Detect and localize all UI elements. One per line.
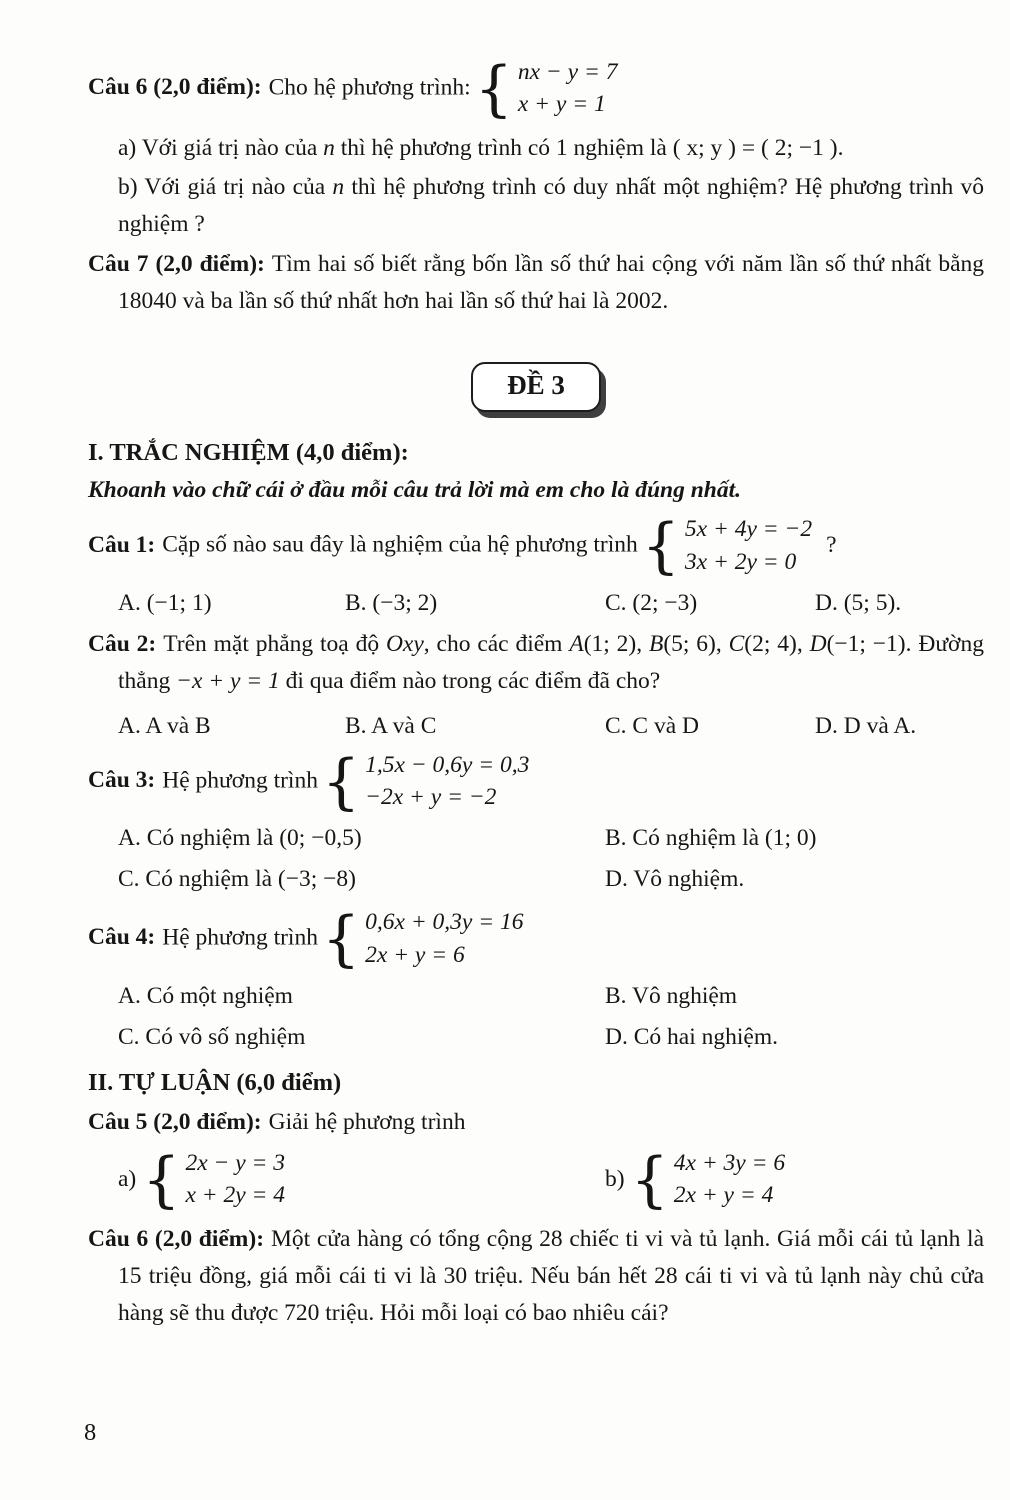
question-6-top-lead: Cho hệ phương trình: [268, 74, 471, 101]
option-b: B. Có nghiệm là (1; 0) [605, 825, 817, 852]
question-6-part-a: a) Với giá trị nào của n thì hệ phương trình có 1 nghiệm là ( x; y ) = ( 2; −1 ). [118, 134, 844, 161]
equation-system-q1 [641, 511, 813, 582]
option-d: D. D và A. [815, 712, 917, 739]
item-b-label: b) [605, 1166, 625, 1193]
equation-line: 2x + y = 4 [673, 1182, 774, 1209]
option-b: B. (−3; 2) [345, 590, 438, 617]
equation-line: 3x + 2y = 0 [684, 548, 797, 575]
section-1-heading: I. TRẮC NGHIỆM (4,0 điểm): [88, 439, 409, 466]
equation-system-q3 [321, 746, 530, 817]
question-6-bottom [88, 1221, 984, 1332]
left-brace-icon: { [474, 53, 513, 124]
equation-system-q5b [630, 1144, 786, 1215]
left-brace-icon: { [321, 746, 361, 817]
question-5-lead: Giải hệ phương trình [268, 1109, 466, 1136]
question-6-bottom-label: Câu 6 (2,0 điểm): [88, 1225, 265, 1252]
question-2-options [88, 708, 984, 745]
question-6-bottom-text: Một cửa hàng có tổng cộng 28 chiếc ti vi và tủ lạnh. Giá mỗi cái tủ lạnh là 15 triệu đồng, giá mỗi cái ti vi là 30 triệu. Nếu bán hết 28 cái ti vi và tủ lạnh này chủ cửa hàng sẽ thu được 720 triệu. Hỏi mỗi loại có bao nhiêu cái? [118, 1225, 984, 1326]
equation-line: x + y = 1 [517, 91, 606, 118]
question-3 [88, 746, 984, 817]
equation-line: nx − y = 7 [517, 59, 618, 85]
option-c: C. C và D [605, 712, 699, 739]
equation-line: 2x − y = 3 [185, 1150, 286, 1177]
question-6-top-label: Câu 6 (2,0 điểm): [88, 74, 262, 101]
option-c: C. Có nghiệm là (−3; −8) [118, 866, 356, 893]
question-2-label: Câu 2: [88, 630, 157, 657]
question-1 [88, 511, 984, 582]
question-1-options [88, 585, 984, 622]
question-3-label: Câu 3: [88, 766, 156, 793]
question-1-tail: ? [826, 531, 837, 558]
equation-line: 2x + y = 6 [365, 941, 465, 968]
option-a: A. A và B [118, 712, 211, 739]
question-4-label: Câu 4: [88, 924, 156, 951]
item-a-label: a) [118, 1166, 137, 1193]
option-c: C. Có vô số nghiệm [118, 1023, 306, 1050]
question-6-top [88, 53, 984, 124]
question-5-system-b [605, 1144, 984, 1215]
question-4 [88, 904, 984, 975]
equation-line: 5x + 4y = −2 [684, 516, 813, 543]
equation-lines [365, 908, 523, 970]
equation-line: −2x + y = −2 [365, 784, 497, 811]
question-5-system-a [118, 1144, 605, 1215]
left-brace-icon: { [321, 904, 361, 975]
question-5 [88, 1104, 984, 1141]
equation-line: 0,6x + 0,3y = 16 [365, 909, 524, 936]
exam-badge-row [88, 362, 984, 412]
left-brace-icon: { [630, 1144, 669, 1215]
question-7-label: Câu 7 (2,0 điểm): [88, 251, 265, 278]
option-b: B. A và C [345, 712, 437, 739]
section-2-heading: II. TỰ LUẬN (6,0 điểm) [88, 1068, 342, 1096]
exam-badge: ĐỀ 3 [471, 362, 601, 412]
option-b: B. Vô nghiệm [605, 982, 738, 1009]
equation-line: 1,5x − 0,6y = 0,3 [365, 751, 530, 778]
page-number: 8 [84, 1418, 97, 1446]
option-d: D. (5; 5). [815, 590, 902, 617]
option-a: A. (−1; 1) [118, 590, 212, 617]
option-d: D. Có hai nghiệm. [605, 1023, 778, 1050]
section-1-instruction: Khoanh vào chữ cái ở đầu mỗi câu trả lời mà em cho là đúng nhất. [88, 477, 742, 504]
question-5-systems [88, 1144, 984, 1215]
question-7-text: Tìm hai số biết rằng bốn lần số thứ hai cộng với năm lần số thứ nhất bằng 18040 và ba lần số thứ nhất hơn hai lần số thứ hai là 2002. [118, 251, 984, 315]
option-c: C. (2; −3) [605, 590, 698, 617]
question-2 [88, 626, 984, 700]
question-4-options [88, 978, 984, 1056]
question-2-text: Trên mặt phẳng toạ độ Oxy, cho các điểm A(1; 2), B(5; 6), C(2; 4), D(−1; −1). Đường thẳng −x + y = 1 đi qua điểm nào trong các điểm đã cho? [118, 630, 984, 694]
equation-lines [674, 1149, 785, 1211]
equation-system-q5a [142, 1144, 286, 1215]
equation-line: x + 2y = 4 [185, 1182, 286, 1209]
question-5-label: Câu 5 (2,0 điểm): [88, 1109, 262, 1136]
option-a: A. Có nghiệm là (0; −0,5) [118, 825, 362, 852]
equation-lines [685, 515, 812, 577]
left-brace-icon: { [641, 511, 680, 582]
equation-system-q6 [474, 53, 618, 124]
option-d: D. Vô nghiệm. [605, 866, 745, 893]
question-7 [88, 246, 984, 320]
equation-system-q4 [321, 904, 524, 975]
equation-lines [185, 1149, 285, 1211]
question-4-lead: Hệ phương trình [162, 924, 318, 951]
question-3-options [88, 820, 984, 898]
question-1-label: Câu 1: [88, 531, 156, 558]
equation-lines [518, 58, 618, 120]
option-a: A. Có một nghiệm [118, 982, 293, 1009]
question-6-part-b: b) Với giá trị nào của n thì hệ phương trình có duy nhất một nghiệm? Hệ phương trình vô nghiệm ? [118, 173, 984, 237]
question-3-lead: Hệ phương trình [162, 766, 318, 793]
equation-line: 4x + 3y = 6 [673, 1150, 786, 1177]
equation-lines [365, 751, 529, 813]
question-1-lead: Cặp số nào sau đây là nghiệm của hệ phương trình [162, 531, 638, 558]
left-brace-icon: { [142, 1144, 181, 1215]
